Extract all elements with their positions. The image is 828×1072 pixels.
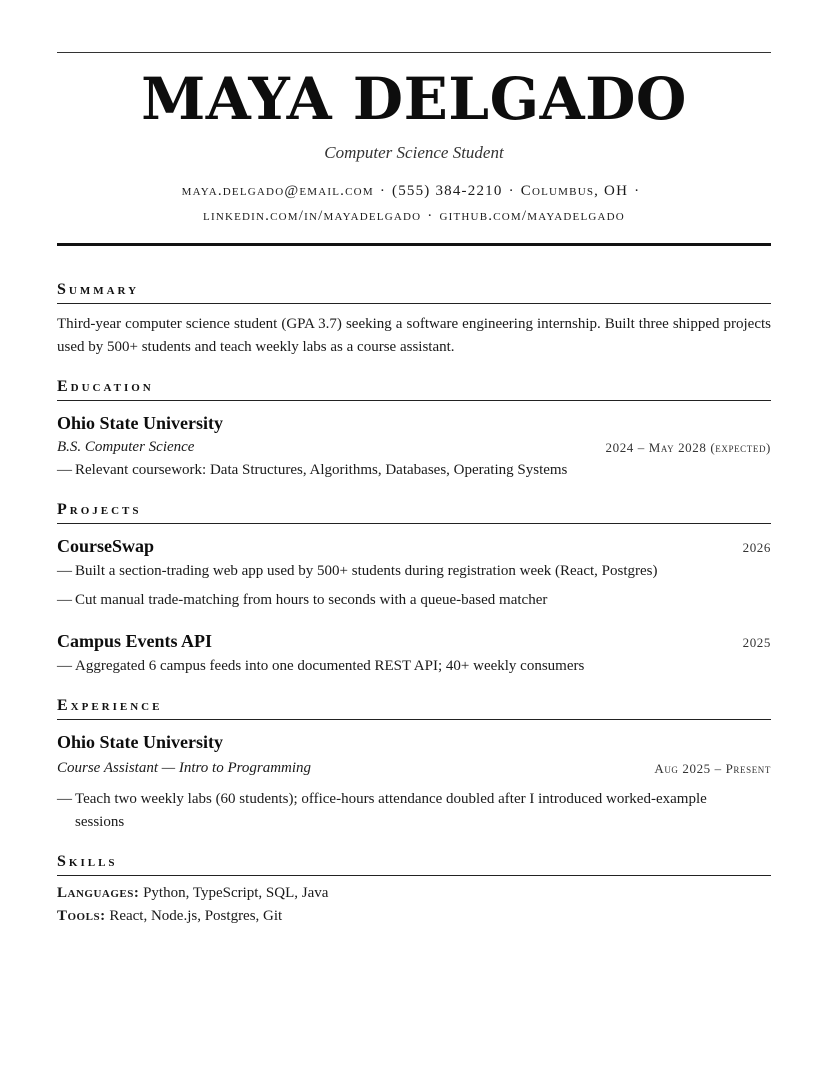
phone-number[interactable]: (555) 384-2210 bbox=[392, 183, 503, 199]
candidate-tagline: Computer Science Student bbox=[324, 143, 504, 162]
bullet-text: Relevant coursework: Data Structures, Algorithms, Databases, Operating Systems bbox=[75, 462, 568, 478]
education-bullet bbox=[57, 459, 771, 482]
bullet-text: Cut manual trade-matching from hours to seconds with a queue-based matcher bbox=[75, 592, 548, 608]
contact-line-2 bbox=[57, 205, 771, 227]
skills-languages bbox=[57, 882, 328, 904]
location: Columbus, OH bbox=[520, 183, 629, 199]
email-link[interactable]: maya.delgado@email.com bbox=[181, 183, 374, 199]
bullet-dash: — bbox=[57, 791, 72, 807]
bullet-dash: — bbox=[57, 658, 72, 674]
top-rule bbox=[57, 52, 771, 53]
github-link[interactable]: github.com/mayadelgado bbox=[439, 208, 625, 224]
bullet-text: Teach two weekly labs (60 students); office-hours attendance doubled after I introduced worked-example sessions bbox=[75, 791, 707, 830]
contact-separator: · bbox=[508, 183, 515, 199]
bullet-text: Aggregated 6 campus feeds into one documented REST API; 40+ weekly consumers bbox=[75, 658, 585, 674]
bullet-dash: — bbox=[57, 592, 72, 608]
project-year: 2026 bbox=[742, 540, 771, 555]
project-year: 2025 bbox=[742, 635, 771, 650]
summary-text: Third-year computer science student (GPA 3.7) seeking a software engineering internship. Built three shipped projects used by 500+ students and teach weekly labs as a course assistant. bbox=[57, 316, 771, 355]
section-title-education: Education bbox=[57, 378, 771, 401]
header-divider bbox=[57, 243, 771, 246]
experience-role: Course Assistant — Intro to Programming bbox=[57, 760, 312, 776]
skills-languages-label: Languages: bbox=[57, 885, 140, 901]
contact-line-1 bbox=[57, 180, 771, 202]
bullet-dash: — bbox=[57, 462, 72, 478]
project-bullet bbox=[57, 655, 771, 678]
bullet-dash: — bbox=[57, 563, 72, 579]
section-title-experience: Experience bbox=[57, 697, 771, 720]
contact-separator: · bbox=[379, 183, 387, 199]
skills-tools-value: React, Node.js, Postgres, Git bbox=[109, 908, 283, 924]
section-title-summary: Summary bbox=[57, 281, 771, 304]
section-title-projects: Projects bbox=[57, 501, 771, 524]
linkedin-link[interactable]: linkedin.com/in/mayadelgado bbox=[203, 208, 422, 224]
contact-separator: · bbox=[427, 208, 434, 224]
contact-separator: · bbox=[634, 183, 641, 199]
project-name: CourseSwap bbox=[57, 536, 155, 556]
project-name: Campus Events API bbox=[57, 631, 213, 651]
section-title-skills: Skills bbox=[57, 853, 771, 876]
skills-tools bbox=[57, 905, 282, 927]
experience-bullet bbox=[57, 788, 771, 834]
education-dates: 2024 – May 2028 (expected) bbox=[605, 440, 771, 455]
experience-dates: Aug 2025 – Present bbox=[654, 761, 771, 776]
bullet-text: Built a section-trading web app used by 500+ students during registration week (React, Postgres) bbox=[75, 563, 658, 579]
project-bullet bbox=[57, 589, 771, 612]
candidate-name: MAYA DELGADO bbox=[141, 65, 687, 133]
skills-languages-value: Python, TypeScript, SQL, Java bbox=[143, 885, 329, 901]
project-bullet bbox=[57, 560, 771, 583]
education-degree: B.S. Computer Science bbox=[57, 439, 195, 455]
skills-tools-label: Tools: bbox=[57, 908, 106, 924]
experience-org: Ohio State University bbox=[57, 732, 223, 752]
education-school: Ohio State University bbox=[57, 413, 223, 433]
